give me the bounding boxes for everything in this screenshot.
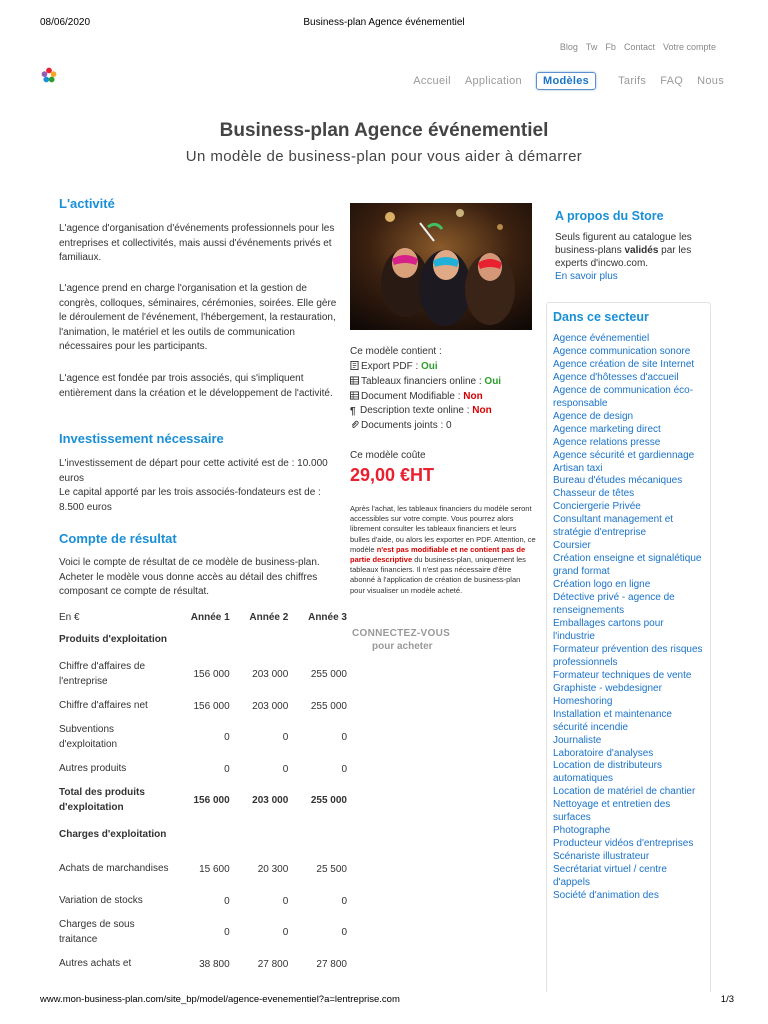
- compte-intro: Voici le compte de résultat de ce modèle de business-plan. Acheter le modèle vous donne accès au détail des chiffres composant ce compte de résultat.: [59, 557, 320, 597]
- table-cell-value: 0: [341, 895, 347, 907]
- feature-value: Oui: [484, 375, 502, 387]
- table-cell-value: 25 500: [316, 864, 347, 875]
- table-cell-value: [171, 819, 230, 851]
- table-cell-value: [171, 624, 230, 656]
- sector-list-item[interactable]: Homeshoring: [553, 695, 613, 707]
- feature-documents-joints: [350, 419, 501, 434]
- table-cell-value: 0: [224, 895, 230, 907]
- store-text-end: par les experts d'incwo.com.: [555, 245, 692, 269]
- sector-list-item[interactable]: Agence événementiel: [553, 333, 650, 344]
- table-cell-value: 255 000: [310, 669, 347, 680]
- table-cell-value: 0: [282, 895, 289, 907]
- table-row: [59, 624, 347, 656]
- sector-list-item[interactable]: Coursier: [553, 540, 591, 552]
- footer-url: www.mon-business-plan.com/site_bp/model/agence-evenementiel?a=lentreprise.com: [40, 994, 400, 1005]
- connect-button-subtitle[interactable]: pour acheter: [372, 641, 433, 652]
- table-cell-value: 38 800: [199, 958, 230, 970]
- top-link-twitter[interactable]: Tw: [585, 42, 598, 52]
- activite-paragraph-1: L'agence d'organisation d'événements professionnels pour les entreprises et collectivités, mais aussi d'événements privés et familiaux.: [59, 223, 335, 263]
- page-subtitle: Un modèle de business-plan pour vous aider à démarrer: [185, 148, 583, 165]
- table-cell-value: 0: [224, 763, 230, 775]
- investissement-paragraph-2: Le capital apporté par les trois associés-fondateurs est de : 8.500 euros: [59, 487, 321, 513]
- flower-logo-icon[interactable]: [40, 66, 58, 84]
- sector-list-item[interactable]: Photographe: [553, 825, 611, 837]
- sector-list-item[interactable]: Journaliste: [553, 734, 602, 746]
- sector-list-item[interactable]: Détective privé - agence de renseignements: [553, 592, 675, 617]
- store-text: Seuls figurent au catalogue les business-plans: [555, 232, 692, 256]
- sector-list-item[interactable]: Société d'animation des: [553, 889, 659, 901]
- sector-list-item[interactable]: Secrétariat virtuel / centre d'appels: [553, 864, 667, 889]
- table-header-year-2: Année 2: [249, 611, 289, 623]
- table-cell-label: Autres produits: [59, 762, 127, 774]
- investissement-paragraph-1: L'investissement de départ pour cette activité est de : 10.000 euros: [59, 458, 328, 484]
- table-body: [59, 624, 347, 977]
- table-cell-value: 0: [224, 732, 230, 743]
- table-icon: [350, 391, 359, 400]
- party-photo: [350, 203, 532, 330]
- table-row: [59, 656, 347, 693]
- table-cell-value: 27 800: [257, 958, 289, 970]
- table-row: [59, 693, 347, 719]
- purchase-note-warning: Attention, ce modèle: [350, 534, 536, 554]
- sector-list-item[interactable]: Bureau d'études mécaniques: [553, 475, 683, 487]
- sector-list-item[interactable]: Installation et maintenance sécurité incendie: [553, 708, 672, 733]
- table-row: [59, 756, 347, 782]
- table-header-year-1: Année 1: [190, 611, 230, 623]
- table-cell-value: 203 000: [252, 669, 289, 680]
- model-price: 29,00 €HT: [350, 465, 435, 485]
- sector-list-item[interactable]: Graphiste - webdesigner: [553, 682, 662, 694]
- feature-tableaux-online: [350, 375, 501, 390]
- table-cell-value: 255 000: [310, 700, 347, 712]
- connect-button[interactable]: CONNECTEZ-VOUS: [352, 628, 451, 639]
- sector-list-item[interactable]: Laboratoire d'analyses: [553, 747, 654, 759]
- sector-list-item[interactable]: Nettoyage et entretien des surfaces: [553, 799, 671, 824]
- sector-list-item[interactable]: Scénariste illustrateur: [553, 851, 650, 863]
- table-cell-value: [288, 819, 347, 851]
- table-row: [59, 819, 347, 851]
- sector-list-item[interactable]: Location de matériel de chantier: [553, 786, 696, 798]
- paragraph-icon: ¶: [350, 406, 356, 418]
- feature-value: Oui: [421, 361, 438, 372]
- table-row: [59, 888, 347, 914]
- feature-value: 0: [446, 420, 452, 432]
- table-row: [59, 914, 347, 951]
- sector-title: Dans ce secteur: [553, 310, 649, 324]
- table-cell-label: Achats de marchandises: [59, 863, 169, 875]
- top-link-contact[interactable]: Contact: [623, 42, 655, 52]
- feature-value: Non: [472, 405, 492, 417]
- table-cell-value: 0: [224, 927, 230, 938]
- purchase-note-text: Après l'achat, les tableaux financiers du modèle seront accessibles sur votre compte. Vous pourrez alors librement consulter les tableaux financiers et leurs bulles d'aide, ou alors les exporter en PDF.: [350, 504, 532, 544]
- table-cell-label: Variation de stocks: [59, 894, 143, 906]
- table-row: [59, 851, 347, 888]
- sector-list-item[interactable]: Agence communication sonore: [553, 345, 691, 357]
- top-links: [560, 42, 716, 52]
- paperclip-icon: [350, 420, 359, 429]
- table-cell-value: [288, 624, 347, 656]
- section-title-activite: L'activité: [59, 196, 115, 211]
- nav-tarifs[interactable]: Tarifs: [618, 75, 647, 87]
- sector-list-item[interactable]: Emballages cartons pour l'industrie: [553, 617, 664, 642]
- table-row: [59, 719, 347, 756]
- feature-export-pdf: [350, 360, 501, 375]
- table-header-currency: En €: [59, 611, 80, 623]
- section-title-compte: Compte de résultat: [59, 531, 177, 546]
- table-cell-value: 15 600: [199, 864, 230, 875]
- table-cell-label: Total des produits d'exploitation: [59, 787, 145, 813]
- nav-accueil[interactable]: Accueil: [413, 75, 451, 87]
- feature-label: Document Modifiable :: [361, 390, 464, 402]
- section-title-investissement: Investissement nécessaire: [59, 431, 224, 446]
- table-cell-value: 0: [282, 927, 289, 938]
- sector-list-item[interactable]: Agence relations presse: [553, 436, 661, 448]
- model-cost-label: Ce modèle coûte: [350, 450, 426, 461]
- table-cell-value: 0: [282, 732, 289, 743]
- top-link-facebook[interactable]: Fb: [605, 42, 616, 52]
- feature-label: Tableaux financiers online :: [361, 375, 485, 387]
- sector-list-item[interactable]: Producteur vidéos d'entreprises: [553, 838, 694, 850]
- table-cell-value: 156 000: [193, 700, 230, 712]
- table-cell-value: 0: [341, 927, 347, 938]
- print-date: 08/06/2020: [40, 17, 91, 28]
- sector-list-item[interactable]: Formateur techniques de vente: [553, 669, 692, 681]
- pdf-icon: [350, 361, 359, 370]
- store-description: [555, 231, 715, 283]
- table-cell-label: Chiffre d'affaires de l'entreprise: [59, 661, 146, 687]
- feature-label: Documents joints :: [361, 420, 447, 432]
- model-contains-label: Ce modèle contient :: [350, 346, 442, 357]
- table-cell-value: 255 000: [310, 795, 347, 806]
- table-cell-value: 203 000: [252, 795, 289, 806]
- store-text-bold: validés: [624, 245, 659, 256]
- feature-document-modifiable: [350, 390, 501, 405]
- sector-list-item[interactable]: Agence d'hôtesses d'accueil: [553, 371, 679, 383]
- table-row: [59, 951, 347, 977]
- table-cell-value: 0: [341, 763, 347, 775]
- sector-list-item[interactable]: Agence de communication éco-responsable: [553, 384, 694, 409]
- feature-value: Non: [463, 390, 483, 402]
- activite-paragraph-2: L'agence prend en charge l'organisation et la gestion de congrès, colloques, séminaires, cérémonies, soirées. Elle gère le déroulement de l'événement, l'hébergement, la restauration, l'animation, le matériel et les outils de communication nécessaires pour les participants.: [59, 283, 337, 352]
- sector-list-item[interactable]: Agence de design: [553, 410, 634, 422]
- sector-list-item[interactable]: Location de distributeurs automatiques: [553, 760, 662, 785]
- top-link-blog[interactable]: Blog: [559, 42, 578, 52]
- sector-list-item[interactable]: Agence sécurité et gardiennage: [553, 449, 695, 461]
- sector-list: [553, 333, 703, 903]
- top-link-account[interactable]: Votre compte: [662, 42, 716, 52]
- sector-list-item[interactable]: Agence création de site Internet: [553, 358, 695, 370]
- table-cell-label: Subventions d'exploitation: [59, 724, 118, 750]
- table-cell-value: 0: [282, 763, 289, 775]
- nav-modeles[interactable]: Modèles: [536, 72, 596, 90]
- table-cell-value: 156 000: [193, 669, 230, 680]
- nav-nous[interactable]: Nous: [697, 75, 724, 87]
- table-cell-value: 203 000: [252, 700, 289, 712]
- table-cell-label: Produits d'exploitation: [59, 633, 167, 645]
- activite-paragraph-3: L'agence est fondée par trois associés, qui s'impliquent entièrement dans la création et le développement de l'activité.: [59, 373, 333, 399]
- compte-resultat-table: [59, 610, 347, 977]
- table-cell-value: 156 000: [193, 795, 230, 806]
- purchase-note-end: du business-plan, uniquement les tableaux financiers. Il n'est pas nécessaire d'être abonné à l'application de création de business-plan pour visualiser un modèle acheté.: [350, 555, 526, 595]
- feature-label: Description texte online :: [360, 405, 473, 417]
- table-cell-label: Autres achats et: [59, 957, 132, 969]
- table-cell-value: 0: [341, 732, 347, 743]
- table-cell-label: Charges d'exploitation: [59, 828, 167, 840]
- table-header-year-3: Année 3: [308, 611, 347, 623]
- feature-label: Export PDF :: [361, 361, 422, 372]
- main-nav: [413, 72, 724, 90]
- sector-list-item[interactable]: Conciergerie Privée: [553, 501, 641, 513]
- sector-list-item[interactable]: Artisan taxi: [553, 462, 603, 474]
- store-title: A propos du Store: [555, 209, 664, 223]
- purchase-note: [350, 504, 536, 596]
- table-cell-value: 20 300: [257, 864, 289, 875]
- table-cell-label: Charges de sous traitance: [59, 919, 135, 945]
- table-icon: [350, 376, 359, 385]
- table-row: [59, 782, 347, 819]
- table-cell-value: 27 800: [316, 958, 347, 970]
- model-features: [350, 360, 501, 434]
- purchase-note-highlight: n'est pas modifiable et ne contient pas de partie descriptive: [350, 544, 526, 565]
- sector-list-item[interactable]: Agence marketing direct: [553, 423, 661, 435]
- sector-list-item[interactable]: Consultant management et stratégie d'entreprise: [553, 514, 674, 539]
- table-cell-label: Chiffre d'affaires net: [59, 699, 148, 711]
- nav-application[interactable]: Application: [464, 75, 522, 87]
- table-cell-value: [230, 624, 289, 656]
- sector-list-item[interactable]: Formateur prévention des risques professionnels: [553, 643, 703, 668]
- nav-faq[interactable]: FAQ: [660, 75, 684, 87]
- store-learn-more-link[interactable]: En savoir plus: [555, 271, 618, 282]
- sector-list-item[interactable]: Chasseur de têtes: [553, 488, 635, 500]
- table-cell-value: [230, 819, 289, 851]
- feature-description-online: [350, 404, 501, 419]
- sector-list-item[interactable]: Création enseigne et signalétique grand format: [553, 553, 702, 578]
- print-title: Business-plan Agence événementiel: [303, 17, 465, 28]
- page-title: Business-plan Agence événementiel: [219, 120, 549, 141]
- sector-list-item[interactable]: Création logo en ligne: [553, 579, 651, 591]
- table-header-row: [59, 610, 347, 624]
- footer-page-number: 1/3: [720, 994, 734, 1005]
